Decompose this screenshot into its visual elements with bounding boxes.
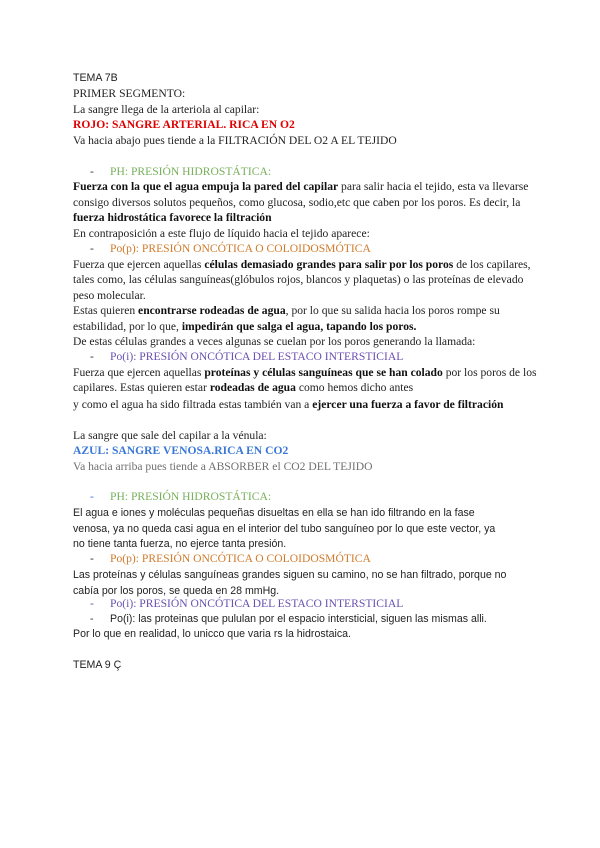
bullet-dash-icon: - [90,597,94,610]
text-segment: y como el agua ha sido filtrada estas también van a [73,398,313,411]
text-segment: En contraposición a este flujo de líquido hacia el tejido aparece: [73,227,370,240]
bold-text: rodeadas de agua [209,381,296,394]
text-segment: Por lo que en realidad, lo unicco que varia rs la hidrostaica. [73,628,351,640]
text-segment: Po(i): PRESIÓN ONCÓTICA DEL ESTACO INTERSTICIAL [110,350,404,363]
text-line [73,365,537,381]
text-segment: TEMA 9 Ç [73,659,122,671]
text-line [73,226,370,242]
heading-tema [73,657,121,673]
text-segment: , por lo que su salida hacia los poros rompe su [285,304,500,317]
heading-rojo [73,117,295,133]
text-segment: Va hacia arriba pues tiende a ABSORBER el CO2 DEL TEJIDO [73,460,373,473]
text-segment: estabilidad, por lo que, [73,320,182,333]
bold-text: encontrarse rodeadas de agua [138,304,286,317]
text-segment: PRIMER SEGMENTO: [73,87,186,100]
bold-text: Fuerza con la que el agua empuja la pared del capilar [73,180,339,193]
text-line [73,102,259,118]
bold-text: fuerza hidrostática favorece la filtración [73,211,272,224]
text-line [73,272,523,288]
bold-text: impedirán que salga el agua, tapando los poros. [181,320,417,333]
text-segment: Po(p): PRESIÓN ONCÓTICA O COLOIDOSMÓTICA [110,242,371,255]
text-segment: Las proteínas y células sanguíneas grandes siguen su camino, no se han filtrado, porque no [73,569,507,581]
bullet-dash-icon: - [90,613,94,625]
text-line [73,288,146,304]
text-line [73,521,495,537]
bold-text: ejercer una fuerza a favor de filtración [312,398,504,411]
text-segment: tales como, las células sanguíneas(glóbulos rojos, blancos y plaquetas) o las proteínas de elevado [73,273,524,286]
heading-azul [73,443,288,459]
text-segment: PH: PRESIÓN HIDROSTÁTICA: [110,165,272,178]
bullet-dash-icon: - [90,350,94,363]
bullet-dash-icon: - [90,242,94,255]
bold-text: proteínas y células sanguíneas que se han colado [204,366,443,379]
bold-text: células demasiado grandes para salir por los poros [204,258,454,271]
bullet-poi-text [90,611,487,627]
text-segment: peso molecular. [73,289,146,302]
text-segment: El agua e iones y moléculas pequeñas disueltas en ella se han ido filtrando en la fase [73,507,475,519]
text-segment: Va hacia abajo pues tiende a la FILTRACIÓN DEL O2 A EL TEJIDO [73,134,397,147]
text-line [73,397,503,413]
bullet-ph [90,489,271,505]
text-segment: Fuerza que ejercen aquellas [73,366,205,379]
text-line [73,319,416,335]
text-segment: Po(i): las proteinas que pululan por el espacio intersticial, siguen las mismas alli. [110,613,487,625]
text-segment: La sangre que sale del capilar a la vénula: [73,429,267,442]
text-segment: TEMA 7B [73,72,118,84]
bullet-pop [90,551,371,567]
bullet-poi [90,349,403,365]
text-line [73,210,272,226]
text-segment: Estas quieren [73,304,139,317]
bullet-dash-icon: - [90,552,94,565]
text-line [73,133,397,149]
text-segment: De estas células grandes a veces algunas se cuelan por los poros generando la llamada: [73,335,476,348]
bullet-poi [90,596,403,612]
heading-tema [73,70,118,86]
text-segment: AZUL: SANGRE VENOSA.RICA EN CO2 [73,444,289,457]
text-segment: no tiene tanta fuerza, no ejerce tanta presión. [73,538,287,550]
text-segment: capilares. Estas quieren estar [73,381,210,394]
text-segment: Fuerza que ejercen aquellas [73,258,205,271]
text-line [73,536,286,552]
text-line [73,257,531,273]
text-line [73,380,413,396]
text-segment: por los poros de los [442,366,537,379]
bullet-dash-icon: - [90,490,94,503]
text-line [73,428,267,444]
text-line [73,179,528,195]
text-line [73,195,520,211]
text-segment: consigo diversos solutos pequeños, como glucosa, sodio,etc que caben por los poros. Es decir, la [73,196,521,209]
text-line [73,303,500,319]
text-line [73,505,475,521]
text-segment: para salir hacia el tejido, esta va llevarse [338,180,529,193]
text-line [73,626,351,642]
bullet-ph [90,164,271,180]
text-segment: Po(p): PRESIÓN ONCÓTICA O COLOIDOSMÓTICA [110,552,371,565]
bullet-pop [90,241,371,257]
bullet-dash-icon: - [90,165,94,178]
text-segment: ROJO: SANGRE ARTERIAL. RICA EN O2 [73,118,295,131]
text-segment: venosa, ya no queda casi agua en el interior del tubo sanguíneo por lo que este vector, ya [73,523,496,535]
text-segment: La sangre llega de la arteriola al capilar: [73,103,260,116]
section-title [73,86,185,102]
text-line [73,459,372,475]
text-segment: Po(i): PRESIÓN ONCÓTICA DEL ESTACO INTERSTICIAL [110,597,404,610]
text-line [73,334,475,350]
text-line [73,567,506,583]
text-segment: PH: PRESIÓN HIDROSTÁTICA: [110,490,272,503]
text-segment: cabía por los poros, se queda en 28 mmHg. [73,585,280,597]
text-segment: de los capilares, [453,258,531,271]
text-segment: como hemos dicho antes [295,381,414,394]
